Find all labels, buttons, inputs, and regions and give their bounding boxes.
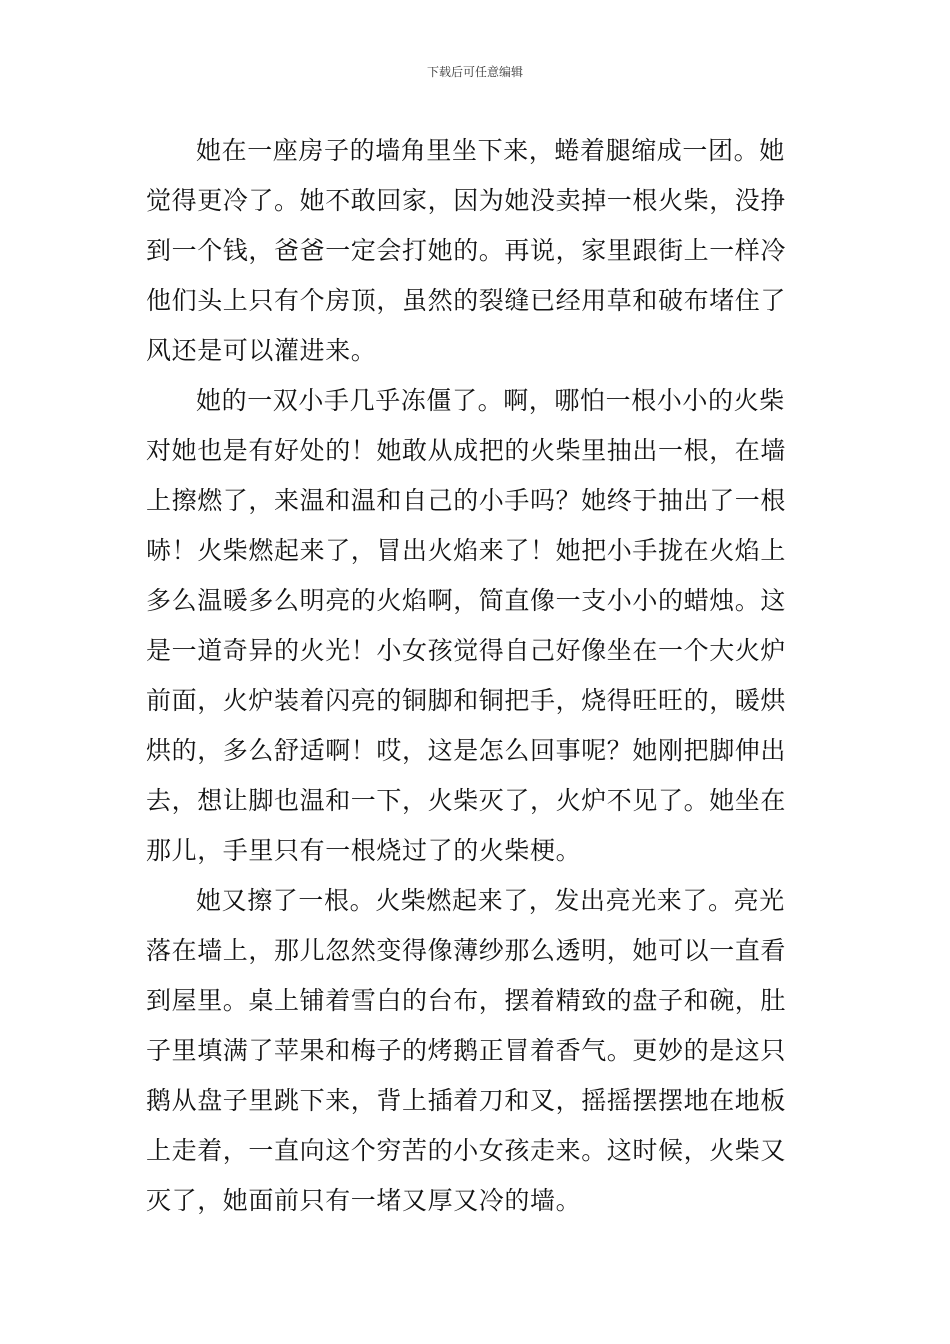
text-line: 她又擦了一根。火柴燃起来了，发出亮光来了。亮光 <box>196 886 785 915</box>
text-line: 灭了，她面前只有一堵又厚又冷的墙。 <box>146 1186 582 1215</box>
page-header: 下载后可任意编辑 <box>426 65 523 79</box>
text-line: 烘的，多么舒适啊！哎，这是怎么回事呢？她刚把脚伸出 <box>146 736 787 765</box>
text-line: 上走着，一直向这个穷苦的小女孩走来。这时候，火柴又 <box>146 1136 787 1165</box>
text-line: 觉得更冷了。她不敢回家，因为她没卖掉一根火柴，没挣 <box>146 186 787 215</box>
text-line: 前面，火炉装着闪亮的铜脚和铜把手，烧得旺旺的，暖烘 <box>146 686 787 715</box>
text-line: 到一个钱，爸爸一定会打她的。再说，家里跟街上一样冷 <box>146 236 787 265</box>
text-line: 去，想让脚也温和一下，火柴灭了，火炉不见了。她坐在 <box>146 786 787 815</box>
paragraph-3 <box>146 876 806 1226</box>
text-line: 鹅从盘子里跳下来，背上插着刀和叉，摇摇摆摆地在地板 <box>146 1086 787 1115</box>
text-line: 多么温暖多么明亮的火焰啊，简直像一支小小的蜡烛。这 <box>146 586 787 615</box>
text-line: 落在墙上，那儿忽然变得像薄纱那么透明，她可以一直看 <box>146 936 787 965</box>
paragraph-1 <box>146 126 806 376</box>
text-line: 子里填满了苹果和梅子的烤鹅正冒着香气。更妙的是这只 <box>146 1036 787 1065</box>
text-line: 到屋里。桌上铺着雪白的台布，摆着精致的盘子和碗，肚 <box>146 986 787 1015</box>
text-line: 上擦燃了，来温和温和自己的小手吗？她终于抽出了一根 <box>146 486 787 515</box>
paragraph-2 <box>146 376 806 876</box>
text-line: 是一道奇异的火光！小女孩觉得自己好像坐在一个大火炉 <box>146 636 787 665</box>
text-line: 她在一座房子的墙角里坐下来，蜷着腿缩成一团。她 <box>196 136 785 165</box>
text-line: 那儿，手里只有一根烧过了的火柴梗。 <box>146 836 582 865</box>
document-body <box>146 126 806 1226</box>
text-line: 哧！火柴燃起来了，冒出火焰来了！她把小手拢在火焰上 <box>146 536 787 565</box>
text-line: 她的一双小手几乎冻僵了。啊，哪怕一根小小的火柴 <box>196 386 785 415</box>
text-line: 他们头上只有个房顶，虽然的裂缝已经用草和破布堵住了 <box>146 286 787 315</box>
text-line: 对她也是有好处的！她敢从成把的火柴里抽出一根，在墙 <box>146 436 787 465</box>
text-line: 风还是可以灌进来。 <box>146 336 377 365</box>
